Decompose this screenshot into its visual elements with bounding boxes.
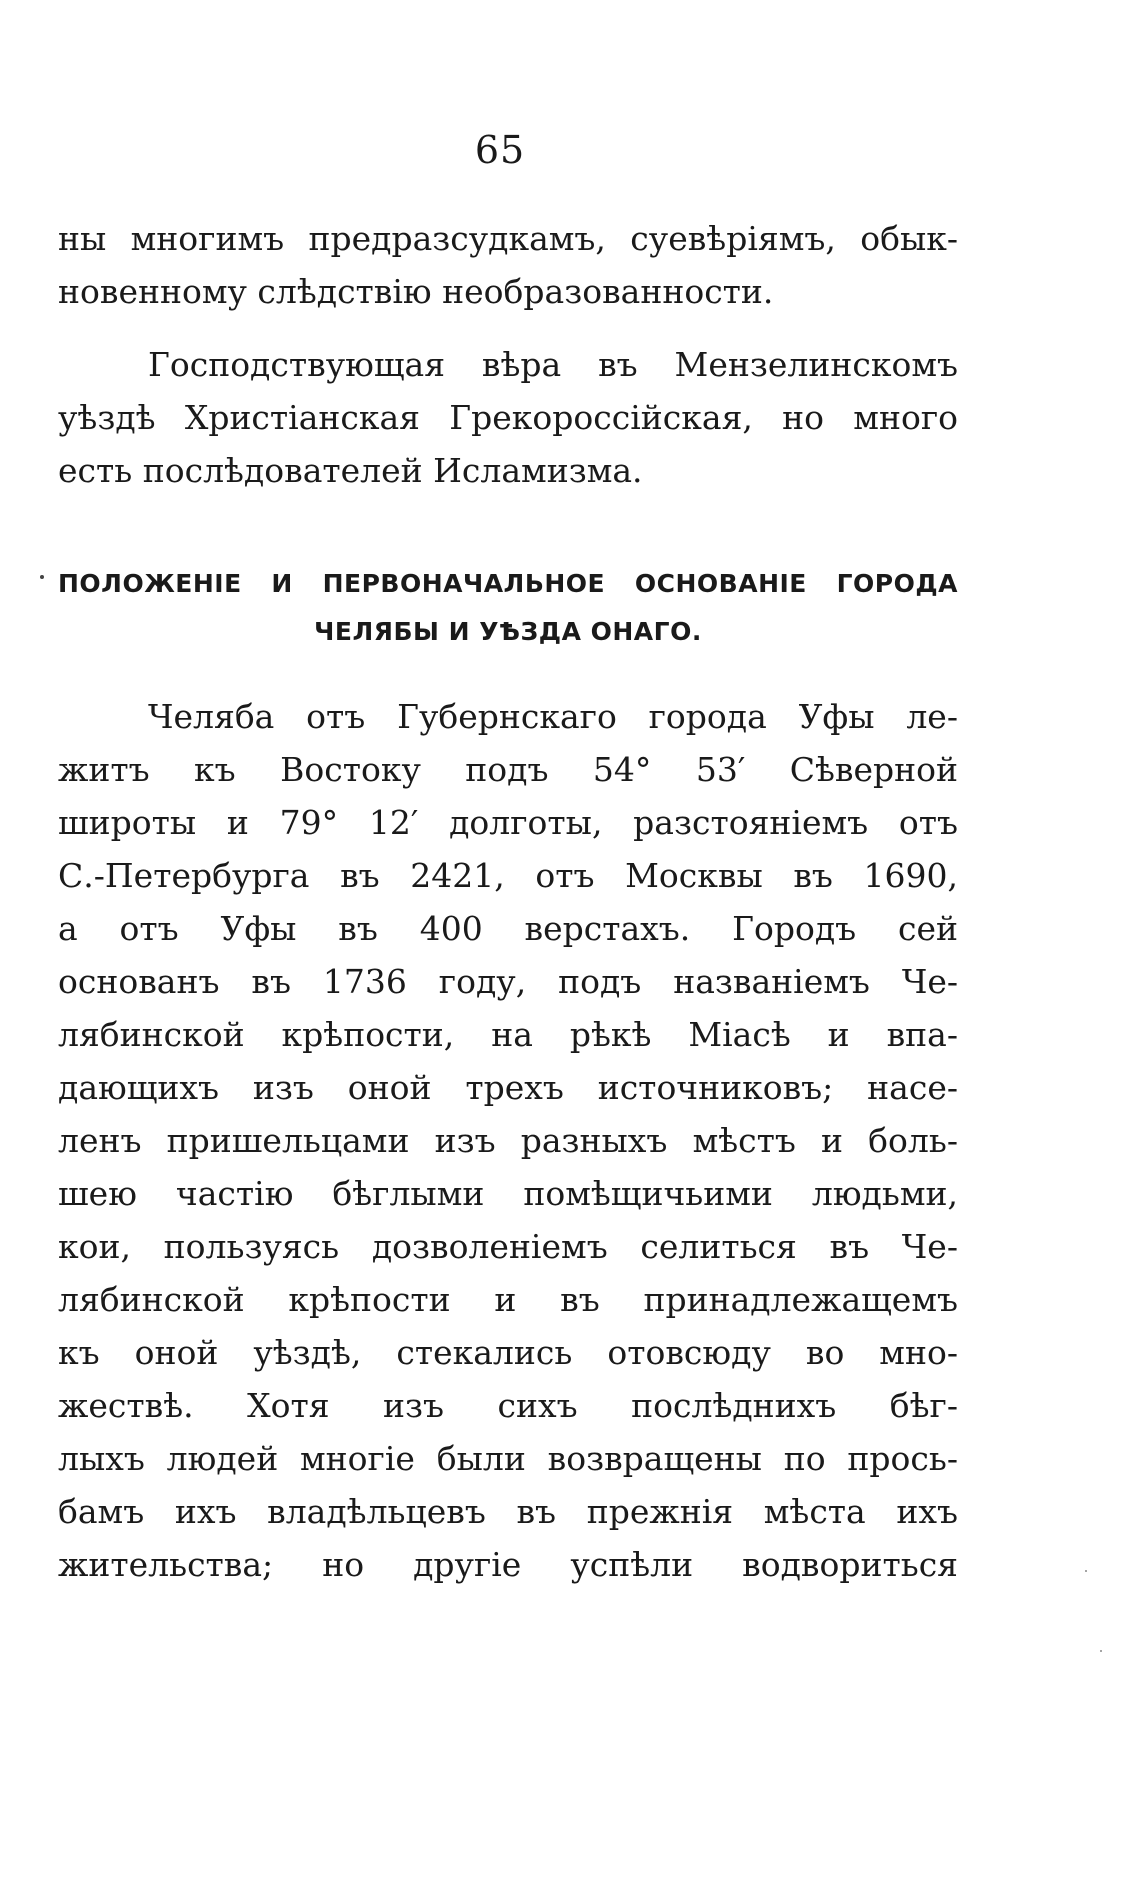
text-line: широты и 79° 12′ долготы, разстояніемъ отъ xyxy=(58,803,958,842)
text-line: шею частію бѣглыми помѣщичьими людьми, xyxy=(58,1174,958,1213)
text-line: ны многимъ предразсудкамъ, суевѣріямъ, обык- xyxy=(58,219,958,258)
section-heading xyxy=(58,560,958,656)
text-line: дающихъ изъ оной трехъ источниковъ; насе- xyxy=(58,1068,958,1107)
page-number: 65 xyxy=(474,128,526,172)
text-line: ленъ пришельцами изъ разныхъ мѣстъ и боль- xyxy=(58,1121,958,1160)
text-line: лябинской крѣпости, на рѣкѣ Міасѣ и впа- xyxy=(58,1015,958,1054)
text-line: а отъ Уфы въ 400 верстахъ. Городъ сей xyxy=(58,909,958,948)
paragraph-chelyaba xyxy=(58,690,958,1591)
margin-mark xyxy=(40,575,44,579)
text-line: лыхъ людей многіе были возвращены по прось- xyxy=(58,1439,958,1478)
paragraph-religion xyxy=(58,338,958,497)
text-line: къ оной уѣздѣ, стекались отовсюду во мно- xyxy=(58,1333,958,1372)
text-line: жительства; но другіе успѣли водвориться xyxy=(58,1545,958,1584)
text-line: лябинской крѣпости и въ принадлежащемъ xyxy=(58,1280,958,1319)
heading-line-2: ЧЕЛЯБЫ И УѢЗДА ОНАГО. xyxy=(314,617,702,646)
text-line: бамъ ихъ владѣльцевъ въ прежнія мѣста ихъ xyxy=(58,1492,958,1531)
paper-speck xyxy=(1100,1650,1102,1652)
text-line: новенному слѣдствію необразованности. xyxy=(58,272,774,311)
text-line: есть послѣдователей Исламизма. xyxy=(58,451,643,490)
paragraph-continuation xyxy=(58,212,958,318)
text-line: жествѣ. Хотя изъ сихъ послѣднихъ бѣг- xyxy=(58,1386,958,1425)
text-line: уѣздѣ Христіанская Грекороссійская, но много xyxy=(58,398,958,437)
text-line: Господствующая вѣра въ Мензелинскомъ xyxy=(148,345,958,384)
text-line: житъ къ Востоку подъ 54° 53′ Сѣверной xyxy=(58,750,958,789)
text-line: кои, пользуясь дозволеніемъ селиться въ Че- xyxy=(58,1227,958,1266)
text-line: Челяба отъ Губернскаго города Уфы ле- xyxy=(148,697,958,736)
paper-speck xyxy=(1085,1570,1087,1572)
heading-line-1: ПОЛОЖЕНІЕ И ПЕРВОНАЧАЛЬНОЕ ОСНОВАНІЕ ГОРОДА xyxy=(58,569,958,598)
text-line: основанъ въ 1736 году, подъ названіемъ Че- xyxy=(58,962,958,1001)
text-line: С.-Петербурга въ 2421, отъ Москвы въ 1690, xyxy=(58,856,958,895)
